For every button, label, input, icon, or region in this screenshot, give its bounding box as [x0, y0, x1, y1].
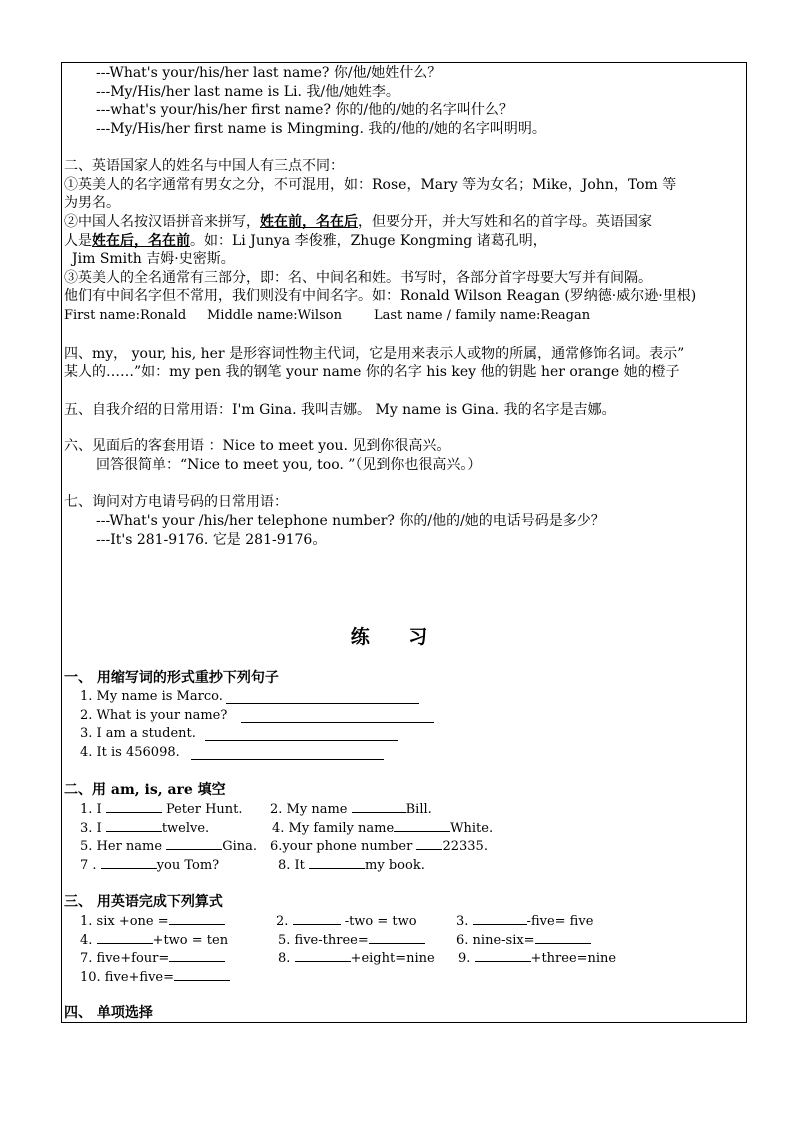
ex2-item-1: [80, 800, 243, 819]
ex1-heading: 一、 用缩写词的形式重抄下列句子: [64, 670, 279, 686]
ex3-item-1: [80, 912, 225, 931]
p2-l2-a: 人是: [64, 233, 92, 249]
section-four-line2: 某人的……”如：my pen 我的钢笔 your name 你的名字 his key 他的钥匙 her orange 她的橙子: [64, 364, 680, 380]
ex3-3-post: -five= five: [526, 914, 594, 929]
ex3-item-3: [456, 912, 593, 931]
ex3-9-post: +three=nine: [530, 951, 617, 966]
ex2-4-pre: 4. My family name: [272, 821, 395, 836]
ex1-item-3-text: 3. I am a student.: [80, 726, 196, 741]
section-four-line1: 四、my， your, his, her 是形容词性物主代词，它是用来表示人或物的所属，通常修饰名词。表示”: [64, 346, 685, 362]
ex2-blank-6[interactable]: [416, 837, 442, 850]
ex3-blank-1[interactable]: [169, 912, 225, 925]
p2-l1-a: ②中国人名按汉语拼音来拼写，: [64, 214, 260, 230]
ex1-item-1: [80, 688, 223, 706]
section-two-p2-line3: Jim Smith 吉姆·史密斯。: [72, 251, 235, 267]
section-two-p2-line2: [64, 232, 547, 250]
section-seven-line2: ---It's 281-9176. 它是 281-9176。: [96, 532, 327, 548]
ex2-item-5: [80, 837, 257, 856]
p2-l1-b: 姓在前，名在后: [260, 214, 358, 230]
section-two-p2-line1: [64, 213, 652, 231]
ex3-item-9: [458, 949, 616, 968]
section-two-heading: 二、英语国家人的姓名与中国人有三点不同：: [64, 158, 344, 174]
ex3-5-pre: 5. five-three=: [278, 933, 369, 948]
ex3-blank-2[interactable]: [293, 912, 341, 925]
ex2-item-2: [270, 800, 432, 819]
p2-l2-c: 。如：Li Junya 李俊雅，Zhuge Kongming 诸葛孔明，: [190, 233, 547, 249]
ex2-3-pre: 3. I: [80, 821, 102, 836]
ex3-blank-5[interactable]: [369, 931, 425, 944]
p2-l2-b: 姓在后，名在前: [92, 233, 190, 249]
ex1-answer-blank-1[interactable]: [226, 691, 419, 704]
ex2-8-post: my book.: [365, 858, 425, 873]
ex3-blank-9[interactable]: [475, 949, 531, 962]
ex3-3-pre: 3.: [456, 914, 469, 929]
ex3-2-post: -two = two: [344, 914, 417, 929]
ex2-1-pre: 1. I: [80, 802, 102, 817]
ex1-item-3: [80, 725, 196, 743]
ex2-blank-4[interactable]: [394, 819, 450, 832]
ex2-item-4: [272, 819, 493, 838]
section-six-line2: 回答很简单：“Nice to meet you, too. ”（见到你也很高兴。）: [96, 457, 482, 473]
names-line-1: ---What's your/his/her last name? 你/他/她姓什么？: [96, 65, 442, 81]
ex2-4-post: White.: [450, 821, 494, 836]
ex2-6-post: 22335.: [442, 839, 488, 854]
ex1-item-4-text: 4. It is 456098.: [80, 745, 180, 760]
p2-l1-c: ，但要分开，并大写姓和名的首字母。英语国家: [358, 214, 652, 230]
section-six-line1: 六、见面后的客套用语 ：Nice to meet you. 见到你很高兴。: [64, 438, 451, 454]
ex2-blank-8[interactable]: [309, 856, 365, 869]
ex3-7-pre: 7. five+four=: [80, 951, 170, 966]
section-seven-line1: ---What's your /his/her telephone number? 你的/他的/她的电话号码是多少？: [96, 513, 605, 529]
first-name-example: First name:Ronald: [64, 308, 187, 323]
ex3-8-pre: 8.: [278, 951, 291, 966]
names-line-2: ---My/His/her last name is Li. 我/他/她姓李。: [96, 84, 400, 100]
ex2-item-8: [278, 856, 425, 875]
ex2-2-post: Bill.: [405, 802, 432, 817]
section-two-p1-line2: 为男名。: [64, 195, 120, 211]
ex3-item-4: [80, 931, 228, 950]
ex2-5-post: Gina.: [222, 839, 258, 854]
ex2-6-pre: 6.your phone number: [270, 839, 413, 854]
ex1-item-1-text: 1. My name is Marco.: [80, 689, 223, 704]
ex3-blank-8[interactable]: [295, 949, 351, 962]
section-two-p3-line1: ③英美人的全名通常有三部分，即：名、中间名和姓。书写时，各部分首字母要大写并有间隔。: [64, 270, 652, 286]
ex3-1-pre: 1. six +one =: [80, 914, 169, 929]
ex3-9-pre: 9.: [458, 951, 471, 966]
ex3-item-10: [80, 968, 230, 987]
section-seven-heading: 七、询问对方电请号码的日常用语：: [64, 494, 288, 510]
last-name-example: Last name / family name:Reagan: [374, 308, 591, 323]
names-line-4: ---My/His/her first name is Mingming. 我的/他的/她的名字叫明明。: [96, 121, 546, 137]
ex2-5-pre: 5. Her name: [80, 839, 163, 854]
section-two-p3-line2: 他们有中间名字但不常用，我们则没有中间名字。如：Ronald Wilson Reagan (罗纳德·威尔逊·里根): [64, 288, 697, 304]
ex2-blank-5[interactable]: [166, 837, 222, 850]
ex2-blank-3[interactable]: [106, 819, 162, 832]
ex3-item-5: [278, 931, 425, 950]
ex2-item-6: [270, 837, 488, 856]
ex2-heading: 二、用 am, is, are 填空: [64, 782, 226, 798]
ex3-blank-6[interactable]: [535, 931, 591, 944]
ex3-item-7: [80, 949, 225, 968]
ex3-blank-10[interactable]: [174, 968, 230, 981]
ex3-2-pre: 2.: [276, 914, 289, 929]
ex2-7-post: you Tom?: [156, 858, 220, 873]
ex2-1-post: Peter Hunt.: [165, 802, 243, 817]
exercise-title: 练 习: [350, 626, 444, 648]
ex3-10-pre: 10. five+five=: [80, 970, 175, 985]
middle-name-example: Middle name:Wilson: [207, 308, 342, 323]
ex2-3-post: twelve.: [161, 821, 210, 836]
ex1-item-2-text: 2. What is your name?: [80, 708, 228, 723]
ex3-4-post: +two = ten: [152, 933, 229, 948]
section-five-line: 五、自我介绍的日常用语：I'm Gina. 我叫吉娜。 My name is Gina. 我的名字是吉娜。: [64, 402, 616, 418]
ex2-2-pre: 2. My name: [270, 802, 348, 817]
names-line-3: ---what's your/his/her first name? 你的/他的/她的名字叫什么？: [96, 102, 513, 118]
ex2-item-7: [80, 856, 219, 875]
ex3-blank-3[interactable]: [473, 912, 527, 925]
ex1-item-4: [80, 744, 180, 762]
ex2-7-pre: 7 .: [80, 858, 97, 873]
ex3-item-6: [456, 931, 591, 950]
ex4-heading: 四、 单项选择: [64, 1005, 153, 1021]
ex1-answer-blank-2[interactable]: [241, 710, 434, 723]
ex1-answer-blank-4[interactable]: [191, 747, 384, 760]
ex3-heading: 三、 用英语完成下列算式: [64, 894, 223, 910]
ex2-blank-1[interactable]: [106, 800, 162, 813]
ex3-item-8: [278, 949, 435, 968]
ex1-item-2: [80, 707, 227, 725]
ex3-item-2: [276, 912, 417, 931]
ex2-blank-2[interactable]: [352, 800, 406, 813]
ex3-4-pre: 4.: [80, 933, 93, 948]
ex2-blank-7[interactable]: [101, 856, 157, 869]
ex3-6-pre: 6. nine-six=: [456, 933, 535, 948]
ex3-blank-7[interactable]: [169, 949, 225, 962]
ex2-item-3: [80, 819, 209, 838]
ex3-8-post: +eight=nine: [350, 951, 435, 966]
ex1-answer-blank-3[interactable]: [205, 728, 398, 741]
ex3-blank-4[interactable]: [97, 931, 153, 944]
ex2-8-pre: 8. It: [278, 858, 305, 873]
section-two-p1-line1: ①英美人的名字通常有男女之分，不可混用，如：Rose，Mary 等为女名；Mike，John，Tom 等: [64, 177, 677, 193]
